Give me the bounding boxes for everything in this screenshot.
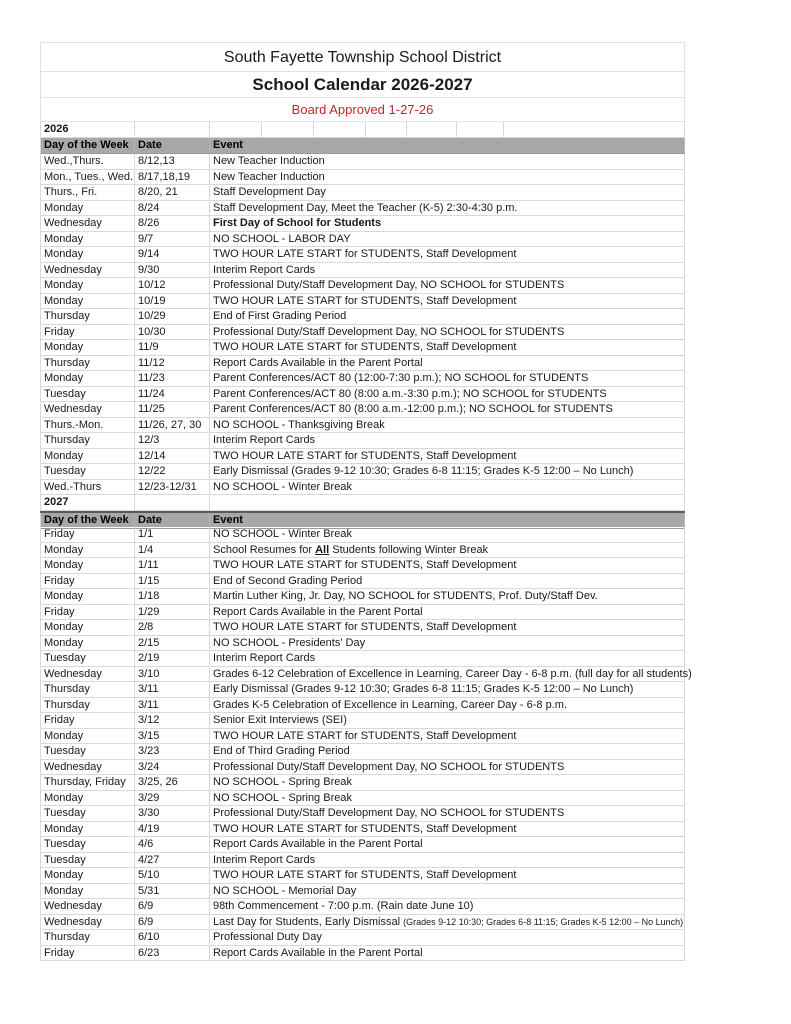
empty-cell — [262, 122, 314, 138]
table-row — [40, 387, 685, 403]
day-cell: Wednesday — [40, 915, 135, 931]
date-cell: 1/4 — [135, 543, 210, 559]
table-row — [40, 899, 685, 915]
day-cell: Thursday — [40, 698, 135, 714]
day-cell: Monday — [40, 589, 135, 605]
day-cell: Monday — [40, 884, 135, 900]
date-cell: 11/9 — [135, 340, 210, 356]
table-row — [40, 247, 685, 263]
table-header-row — [40, 138, 685, 154]
event-text: TWO HOUR LATE START for STUDENTS, Staff Development — [213, 248, 517, 260]
table-row — [40, 682, 685, 698]
event-cell — [210, 930, 685, 946]
day-cell: Monday — [40, 201, 135, 217]
event-text: TWO HOUR LATE START for STUDENTS, Staff Development — [213, 294, 517, 307]
event-text: End of First Grading Period — [213, 310, 347, 322]
empty-cell — [504, 122, 685, 138]
event-cell — [210, 775, 685, 791]
event-text: End of Third Grading Period — [213, 745, 350, 757]
day-cell: Monday — [40, 822, 135, 838]
event-text: Parent Conferences/ACT 80 (8:00 a.m.-3:30 p.m.); NO SCHOOL for STUDENTS — [213, 387, 607, 400]
event-text: NO SCHOOL - Thanksgiving Break — [213, 418, 385, 431]
day-cell: Tuesday — [40, 837, 135, 853]
event-text: NO SCHOOL - Presidents' Day — [213, 636, 366, 649]
event-text: Interim Report Cards — [213, 434, 316, 446]
event-cell — [210, 232, 685, 248]
day-cell: Monday — [40, 791, 135, 807]
event-cell — [210, 418, 685, 434]
event-cell — [210, 620, 685, 636]
event-cell — [210, 574, 685, 590]
empty-cell — [210, 122, 262, 138]
table-row — [40, 294, 685, 310]
event-cell — [210, 216, 685, 232]
table-row — [40, 822, 685, 838]
table-row — [40, 760, 685, 776]
column-header-event: Event — [210, 513, 685, 529]
date-cell: 4/27 — [135, 853, 210, 869]
date-cell: 10/19 — [135, 294, 210, 310]
event-cell — [210, 449, 685, 465]
table-header-row — [40, 511, 685, 527]
event-cell — [210, 651, 685, 667]
day-cell: Thursday — [40, 682, 135, 698]
event-text: Staff Development Day — [213, 186, 326, 198]
date-cell: 3/10 — [135, 667, 210, 683]
day-cell: Monday — [40, 543, 135, 559]
event-cell — [210, 402, 685, 418]
event-text: TWO HOUR LATE START for STUDENTS, Staff Development — [213, 729, 517, 742]
day-cell: Thursday — [40, 930, 135, 946]
event-text: TWO HOUR LATE START for STUDENTS, Staff Development — [213, 621, 517, 633]
date-cell: 1/29 — [135, 605, 210, 621]
date-cell: 8/17,18,19 — [135, 170, 210, 186]
event-text: TWO HOUR LATE START for STUDENTS, Staff Development — [213, 869, 517, 881]
event-text: Report Cards Available in the Parent Portal — [213, 946, 423, 959]
date-cell: 2/19 — [135, 651, 210, 667]
table-row — [40, 915, 685, 931]
event-cell — [210, 558, 685, 574]
event-cell — [210, 729, 685, 745]
day-cell: Wednesday — [40, 263, 135, 279]
table-row — [40, 527, 685, 543]
table-row — [40, 309, 685, 325]
event-cell — [210, 760, 685, 776]
empty-cell — [366, 122, 407, 138]
event-text: NO SCHOOL - Memorial Day — [213, 884, 357, 897]
date-cell: 3/15 — [135, 729, 210, 745]
event-text: Professional Duty/Staff Development Day, NO SCHOOL for STUDENTS — [213, 807, 565, 819]
event-text: (Grades 9-12 10:30; Grades 6-8 11:15; Grades K-5 12:00 – No Lunch) — [403, 916, 684, 927]
event-cell — [210, 682, 685, 698]
table-row — [40, 464, 685, 480]
day-cell: Monday — [40, 729, 135, 745]
event-text: NO SCHOOL - Spring Break — [213, 791, 352, 804]
event-cell — [210, 247, 685, 263]
event-text: Martin Luther King, Jr. Day, NO SCHOOL for STUDENTS, Prof. Duty/Staff Dev. — [213, 590, 598, 602]
table-row — [40, 558, 685, 574]
event-cell — [210, 387, 685, 403]
day-cell: Monday — [40, 371, 135, 387]
event-text: Grades K-5 Celebration of Excellence in Learning, Career Day - 6-8 p.m. — [213, 698, 568, 711]
table-row — [40, 574, 685, 590]
table-row — [40, 930, 685, 946]
date-cell: 1/18 — [135, 589, 210, 605]
event-cell — [210, 309, 685, 325]
table-row — [40, 371, 685, 387]
event-cell — [210, 185, 685, 201]
table-row — [40, 201, 685, 217]
date-cell: 3/12 — [135, 713, 210, 729]
day-cell: Friday — [40, 946, 135, 962]
table-row — [40, 543, 685, 559]
date-cell: 6/23 — [135, 946, 210, 962]
day-cell: Friday — [40, 574, 135, 590]
event-text: Professional Duty/Staff Development Day, NO SCHOOL for STUDENTS — [213, 325, 565, 338]
event-text: Last Day for Students, Early Dismissal — [213, 915, 404, 928]
event-text: TWO HOUR LATE START for STUDENTS, Staff Development — [213, 822, 517, 835]
event-text: NO SCHOOL - LABOR DAY — [213, 232, 351, 245]
date-cell: 3/11 — [135, 682, 210, 698]
event-cell — [210, 946, 685, 962]
date-cell: 8/26 — [135, 216, 210, 232]
day-cell: Wednesday — [40, 216, 135, 232]
table-row — [40, 791, 685, 807]
table-row — [40, 589, 685, 605]
date-cell: 9/7 — [135, 232, 210, 248]
event-cell — [210, 480, 685, 496]
event-cell — [210, 356, 685, 372]
date-cell: 3/29 — [135, 791, 210, 807]
empty-cell — [407, 122, 457, 138]
date-cell: 12/14 — [135, 449, 210, 465]
day-cell: Thursday, Friday — [40, 775, 135, 791]
table-row — [40, 698, 685, 714]
date-cell: 6/10 — [135, 930, 210, 946]
date-cell: 4/19 — [135, 822, 210, 838]
table-row — [40, 433, 685, 449]
day-cell: Wed.-Thurs — [40, 480, 135, 496]
event-cell — [210, 325, 685, 341]
day-cell: Friday — [40, 713, 135, 729]
date-cell: 1/15 — [135, 574, 210, 590]
event-cell — [210, 589, 685, 605]
table-row — [40, 744, 685, 760]
date-cell: 3/11 — [135, 698, 210, 714]
date-cell: 3/24 — [135, 760, 210, 776]
event-cell — [210, 837, 685, 853]
table-row — [40, 356, 685, 372]
event-cell — [210, 340, 685, 356]
event-text: Staff Development Day, Meet the Teacher (K-5) 2:30-4:30 p.m. — [213, 201, 518, 214]
table-row — [40, 480, 685, 496]
date-cell: 11/23 — [135, 371, 210, 387]
table-row — [40, 729, 685, 745]
empty-cell — [135, 122, 210, 138]
empty-cell — [135, 495, 210, 511]
table-row — [40, 232, 685, 248]
table-row — [40, 667, 692, 683]
event-cell — [210, 543, 685, 559]
event-text: New Teacher Induction — [213, 170, 325, 183]
date-cell: 6/9 — [135, 899, 210, 915]
event-text: End of Second Grading Period — [213, 574, 363, 587]
event-cell — [210, 170, 685, 186]
day-cell: Tuesday — [40, 651, 135, 667]
table-row — [40, 154, 685, 170]
calendar-document — [40, 42, 692, 961]
date-cell: 11/26, 27, 30 — [135, 418, 210, 434]
day-cell: Thursday — [40, 433, 135, 449]
event-cell — [210, 278, 685, 294]
day-cell: Monday — [40, 232, 135, 248]
event-text: Interim Report Cards — [213, 853, 316, 866]
day-cell: Wed.,Thurs. — [40, 154, 135, 170]
event-text: Interim Report Cards — [213, 263, 316, 276]
column-header-date: Date — [135, 513, 210, 529]
event-cell — [210, 822, 685, 838]
table-row — [40, 853, 685, 869]
event-text: NO SCHOOL - Winter Break — [213, 480, 352, 493]
event-text: First Day of School for Students — [213, 217, 382, 229]
event-text: Report Cards Available in the Parent Portal — [213, 838, 423, 850]
table-row — [40, 946, 685, 962]
table-row — [40, 837, 685, 853]
day-cell: Thursday — [40, 309, 135, 325]
day-cell: Thursday — [40, 356, 135, 372]
date-cell: 8/24 — [135, 201, 210, 217]
table-row — [40, 216, 685, 232]
event-cell — [210, 868, 685, 884]
day-cell: Thurs.-Mon. — [40, 418, 135, 434]
year-row — [40, 495, 685, 511]
calendar-section-2026 — [40, 122, 685, 495]
date-cell: 12/23-12/31 — [135, 480, 210, 496]
event-text: Report Cards Available in the Parent Portal — [213, 605, 423, 618]
date-cell: 3/25, 26 — [135, 775, 210, 791]
event-text: TWO HOUR LATE START for STUDENTS, Staff Development — [213, 449, 517, 462]
date-cell: 3/23 — [135, 744, 210, 760]
day-cell: Wednesday — [40, 760, 135, 776]
event-cell — [210, 605, 685, 621]
table-row — [40, 868, 685, 884]
day-cell: Friday — [40, 527, 135, 543]
table-row — [40, 713, 685, 729]
table-row — [40, 651, 685, 667]
day-cell: Monday — [40, 868, 135, 884]
date-cell: 3/30 — [135, 806, 210, 822]
day-cell: Wednesday — [40, 899, 135, 915]
table-row — [40, 884, 685, 900]
event-cell — [210, 154, 685, 170]
calendar-table — [40, 122, 692, 961]
event-text: 98th Commencement - 7:00 p.m. (Rain date June 10) — [213, 900, 474, 912]
date-cell: 2/8 — [135, 620, 210, 636]
event-text: NO SCHOOL - Winter Break — [213, 528, 352, 540]
calendar-section-2027 — [40, 495, 692, 961]
date-cell: 8/20, 21 — [135, 185, 210, 201]
event-text: Parent Conferences/ACT 80 (8:00 a.m.-12:00 p.m.); NO SCHOOL for STUDENTS — [213, 403, 613, 415]
day-cell: Monday — [40, 558, 135, 574]
date-cell: 8/12,13 — [135, 154, 210, 170]
event-text: Professional Duty/Staff Development Day, NO SCHOOL for STUDENTS — [213, 279, 565, 291]
year-row — [40, 122, 685, 138]
event-text: Interim Report Cards — [213, 652, 316, 664]
date-cell: 10/29 — [135, 309, 210, 325]
event-cell — [210, 853, 685, 869]
date-cell: 10/12 — [135, 278, 210, 294]
event-cell — [210, 527, 685, 543]
event-cell — [210, 371, 685, 387]
table-row — [40, 185, 685, 201]
date-cell: 11/25 — [135, 402, 210, 418]
event-cell — [210, 433, 685, 449]
event-text: School Resumes for — [213, 543, 316, 556]
event-text: TWO HOUR LATE START for STUDENTS, Staff Development — [213, 559, 517, 571]
date-cell: 6/9 — [135, 915, 210, 931]
table-row — [40, 340, 685, 356]
event-cell — [210, 201, 685, 217]
event-cell — [210, 744, 685, 760]
year-label: 2027 — [40, 495, 135, 511]
event-cell — [210, 915, 685, 931]
empty-cell — [210, 495, 685, 511]
date-cell: 9/14 — [135, 247, 210, 263]
calendar-title: School Calendar 2026-2027 — [40, 72, 685, 98]
year-label: 2026 — [40, 122, 135, 138]
table-row — [40, 775, 685, 791]
table-row — [40, 449, 685, 465]
day-cell: Tuesday — [40, 806, 135, 822]
date-cell: 10/30 — [135, 325, 210, 341]
empty-cell — [314, 122, 366, 138]
event-cell — [210, 698, 685, 714]
table-row — [40, 278, 685, 294]
event-text: NO SCHOOL - Spring Break — [213, 776, 352, 788]
event-text: Early Dismissal (Grades 9-12 10:30; Grades 6-8 11:15; Grades K-5 12:00 – No Lunch) — [213, 465, 634, 477]
table-row — [40, 418, 685, 434]
column-header-event: Event — [210, 138, 685, 154]
table-row — [40, 325, 685, 341]
column-header-date: Date — [135, 138, 210, 154]
event-text: Professional Duty/Staff Development Day, NO SCHOOL for STUDENTS — [213, 760, 565, 773]
day-cell: Monday — [40, 340, 135, 356]
table-row — [40, 636, 685, 652]
date-cell: 5/31 — [135, 884, 210, 900]
event-text: New Teacher Induction — [213, 155, 325, 167]
event-text: Early Dismissal (Grades 9-12 10:30; Grades 6-8 11:15; Grades K-5 12:00 – No Lunch) — [213, 683, 634, 695]
day-cell: Wednesday — [40, 402, 135, 418]
event-cell — [210, 899, 685, 915]
event-cell — [210, 791, 685, 807]
day-cell: Friday — [40, 325, 135, 341]
date-cell: 12/22 — [135, 464, 210, 480]
date-cell: 11/12 — [135, 356, 210, 372]
date-cell: 5/10 — [135, 868, 210, 884]
date-cell: 11/24 — [135, 387, 210, 403]
table-row — [40, 402, 685, 418]
event-text: Parent Conferences/ACT 80 (12:00-7:30 p.m.); NO SCHOOL for STUDENTS — [213, 372, 589, 384]
day-cell: Tuesday — [40, 744, 135, 760]
event-cell — [210, 667, 692, 683]
table-row — [40, 620, 685, 636]
event-text: Senior Exit Interviews (SEI) — [213, 714, 347, 726]
event-cell — [210, 263, 685, 279]
column-header-day: Day of the Week — [40, 138, 135, 154]
event-cell — [210, 713, 685, 729]
event-text: Students following Winter Break — [329, 543, 489, 556]
event-text: TWO HOUR LATE START for STUDENTS, Staff Development — [213, 341, 517, 353]
board-approved-note: Board Approved 1-27-26 — [40, 98, 685, 122]
district-title: South Fayette Township School District — [40, 42, 685, 72]
day-cell: Monday — [40, 636, 135, 652]
event-cell — [210, 464, 685, 480]
date-cell: 2/15 — [135, 636, 210, 652]
day-cell: Tuesday — [40, 853, 135, 869]
day-cell: Mon., Tues., Wed. — [40, 170, 135, 186]
table-row — [40, 170, 685, 186]
day-cell: Tuesday — [40, 464, 135, 480]
event-text: Grades 6-12 Celebration of Excellence in Learning, Career Day - 6-8 p.m. (full day for all students) — [213, 667, 692, 680]
event-text: Report Cards Available in the Parent Portal — [213, 356, 423, 369]
table-row — [40, 263, 685, 279]
date-cell: 12/3 — [135, 433, 210, 449]
event-cell — [210, 806, 685, 822]
table-row — [40, 806, 685, 822]
event-cell — [210, 636, 685, 652]
day-cell: Tuesday — [40, 387, 135, 403]
event-text: Professional Duty Day — [213, 931, 322, 943]
date-cell: 1/1 — [135, 527, 210, 543]
column-header-day: Day of the Week — [40, 513, 135, 529]
table-row — [40, 605, 685, 621]
date-cell: 4/6 — [135, 837, 210, 853]
date-cell: 1/11 — [135, 558, 210, 574]
day-cell: Monday — [40, 247, 135, 263]
event-cell — [210, 884, 685, 900]
empty-cell — [457, 122, 504, 138]
date-cell: 9/30 — [135, 263, 210, 279]
day-cell: Thurs., Fri. — [40, 185, 135, 201]
day-cell: Monday — [40, 278, 135, 294]
event-cell — [210, 294, 685, 310]
day-cell: Wednesday — [40, 667, 135, 683]
event-text: All — [315, 543, 330, 556]
day-cell: Monday — [40, 449, 135, 465]
day-cell: Monday — [40, 294, 135, 310]
day-cell: Monday — [40, 620, 135, 636]
day-cell: Friday — [40, 605, 135, 621]
